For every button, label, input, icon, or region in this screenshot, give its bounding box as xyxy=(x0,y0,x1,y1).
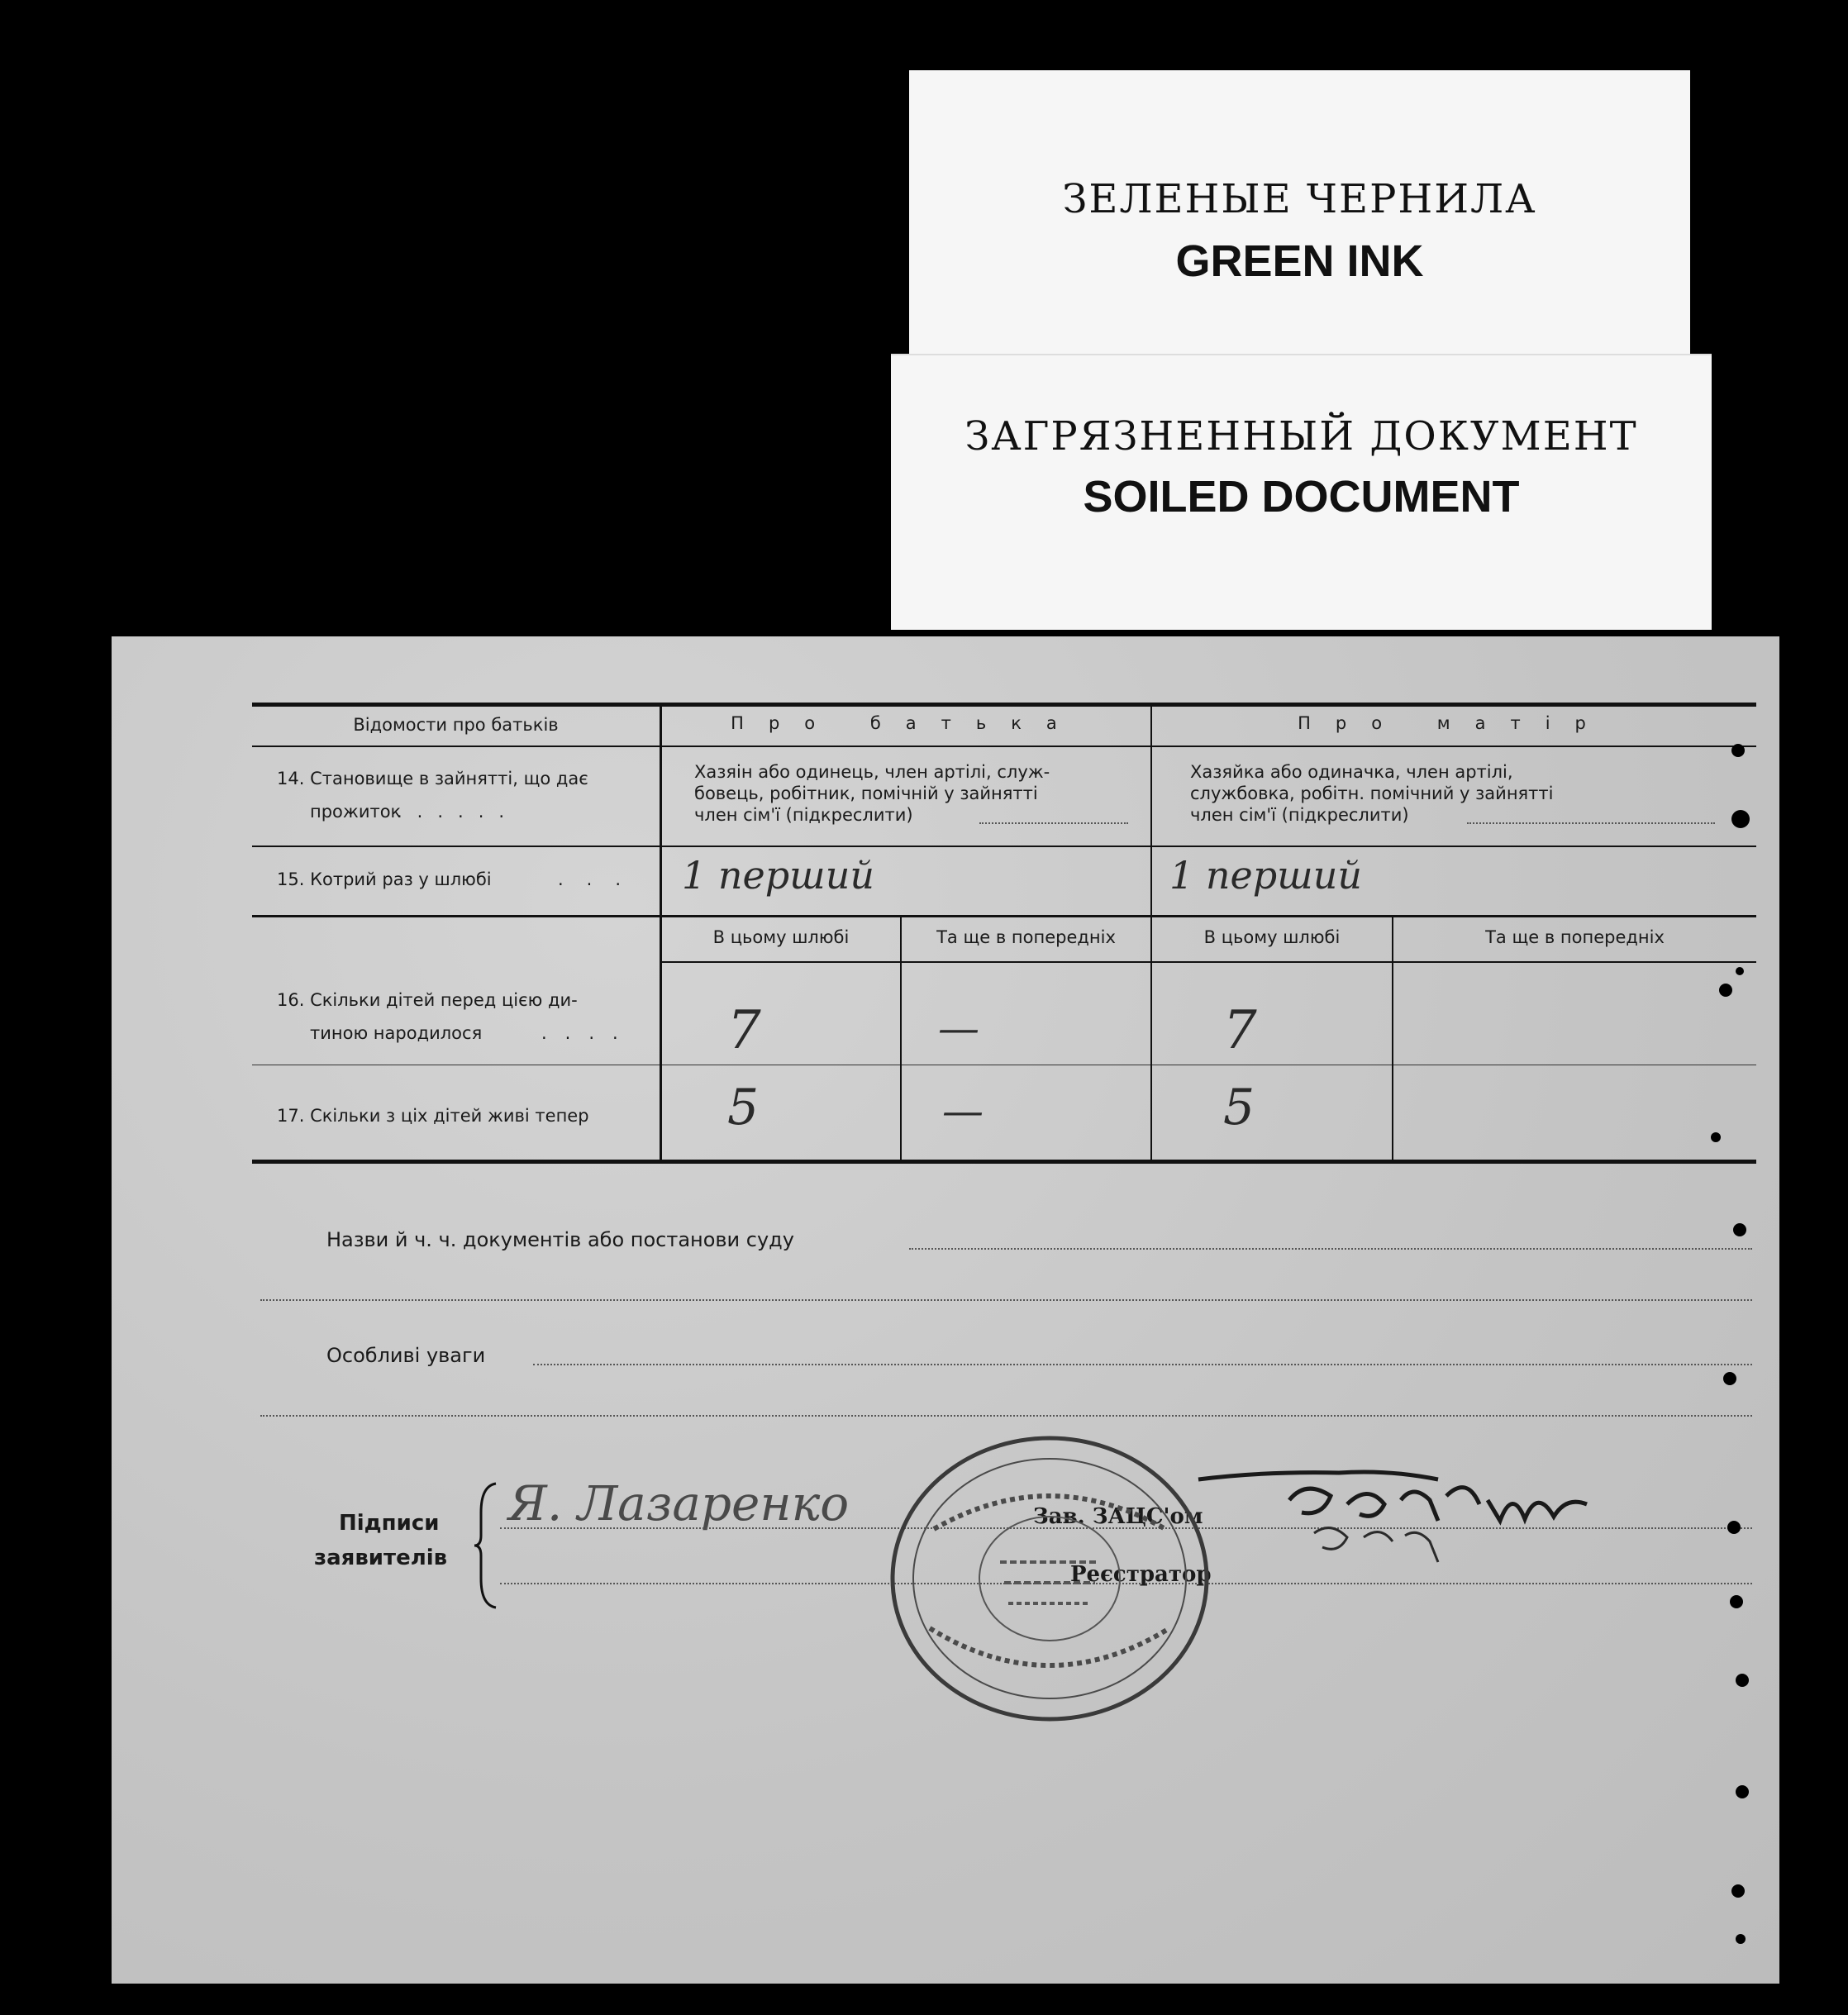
row16-father-prev: — xyxy=(938,1004,979,1052)
binding-hole xyxy=(1727,1521,1741,1534)
row16-label-line1: 16. Скільки дітей перед цією ди- xyxy=(277,990,578,1010)
row17-mother-this: 5 xyxy=(1223,1079,1255,1136)
row16-father-this: 7 xyxy=(727,1000,761,1061)
soiled-document-en: SOILED DOCUMENT xyxy=(1083,472,1520,522)
subheader-bottom-rule xyxy=(661,961,1756,963)
row16-leader-dots: .... xyxy=(541,1023,636,1043)
row15-leader-dots: ... xyxy=(558,869,645,889)
col-divider-mother-sub xyxy=(1392,916,1393,1161)
remarks-line-1 xyxy=(533,1364,1752,1365)
binding-hole xyxy=(1736,1785,1749,1798)
green-ink-card xyxy=(909,70,1690,368)
binding-hole xyxy=(1731,1884,1745,1898)
documents-line-1 xyxy=(909,1248,1752,1250)
row14-father-line2: бовець, робітник, помічній у зайнятті xyxy=(694,784,1038,803)
row15-label: 15. Котрий раз у шлюбі xyxy=(277,869,492,889)
binding-hole xyxy=(1731,810,1750,828)
row17-label: 17. Скільки з ціх дітей живі тепер xyxy=(277,1106,589,1126)
col-divider-father-sub xyxy=(900,916,902,1161)
binding-hole xyxy=(1719,984,1732,997)
binding-hole xyxy=(1711,1132,1721,1142)
green-ink-en: GREEN INK xyxy=(1175,236,1424,286)
documents-label: Назви й ч. ч. документів або постанови суду xyxy=(326,1228,794,1251)
applicants-label-line1: Підписи xyxy=(339,1511,440,1536)
soiled-document-ru: ЗАГРЯЗНЕННЫЙ ДОКУМЕНТ xyxy=(964,413,1638,460)
binding-hole xyxy=(1736,1674,1749,1687)
binding-hole xyxy=(1736,967,1744,975)
binding-hole xyxy=(1736,1934,1746,1944)
binding-hole xyxy=(1731,744,1745,757)
sub-father-this-marriage: В цьому шлюбі xyxy=(712,927,850,947)
row14-mother-line3: член сім'ї (підкреслити) xyxy=(1190,805,1409,825)
row14-mother-line1: Хазяйка або одиначка, член артілі, xyxy=(1190,762,1513,782)
remarks-label: Особливі уваги xyxy=(326,1344,486,1367)
row14-father-dotted-line xyxy=(979,822,1128,824)
form-sheet xyxy=(112,636,1779,1984)
registrar-label: Реєстратор xyxy=(1070,1562,1212,1587)
applicants-brace xyxy=(471,1479,504,1612)
row14-mother-dotted-line xyxy=(1467,822,1715,824)
row15-mother-value: 1 перший xyxy=(1169,853,1363,898)
row16-mother-this: 7 xyxy=(1223,1000,1257,1061)
header-mother: Про матір xyxy=(1298,713,1611,733)
documents-line-2 xyxy=(260,1299,1752,1301)
row15-bottom-rule xyxy=(252,915,1756,917)
binding-hole xyxy=(1733,1223,1746,1236)
green-ink-ru: ЗЕЛЕНЫЕ ЧЕРНИЛА xyxy=(1062,176,1537,222)
sub-mother-this-marriage: В цьому шлюбі xyxy=(1203,927,1341,947)
row17-father-this: 5 xyxy=(727,1079,760,1136)
sub-mother-previous: Та ще в попередніх xyxy=(1485,927,1665,947)
head-label: Зав. ЗАЦС'ом xyxy=(1033,1504,1203,1529)
table-bottom-rule xyxy=(252,1160,1756,1164)
row14-bottom-rule xyxy=(252,846,1756,847)
row14-label-line1: 14. Становище в зайнятті, що дає xyxy=(277,769,588,788)
applicants-label-line2: заявителів xyxy=(314,1546,448,1570)
row14-leader-dots: ...... xyxy=(397,802,520,822)
row17-father-prev: — xyxy=(942,1087,984,1135)
header-parents-info: Відомости про батьків xyxy=(353,715,559,735)
table-top-rule xyxy=(252,703,1756,707)
row16-label-line2: тиною народилося xyxy=(310,1023,483,1043)
remarks-line-2 xyxy=(260,1415,1752,1417)
header-bottom-rule xyxy=(252,746,1756,747)
sub-father-previous: Та ще в попередніх xyxy=(936,927,1116,947)
row14-mother-line2: службовка, робітн. помічний у зайнятті xyxy=(1190,784,1554,803)
soiled-document-card xyxy=(891,354,1712,630)
official-round-stamp xyxy=(884,1430,1215,1727)
row14-label-line2: прожиток xyxy=(310,802,402,822)
registrar-signature xyxy=(1190,1455,1620,1570)
row15-father-value: 1 перший xyxy=(682,853,875,898)
row14-father-line3: член сім'ї (підкреслити) xyxy=(694,805,913,825)
header-father: Про батька xyxy=(731,713,1082,733)
binding-hole xyxy=(1723,1372,1736,1385)
applicant-signature: Я. Лазаренко xyxy=(508,1475,850,1531)
binding-hole xyxy=(1730,1595,1743,1608)
row14-father-line1: Хазяін або одинець, член артілі, служ- xyxy=(694,762,1050,782)
